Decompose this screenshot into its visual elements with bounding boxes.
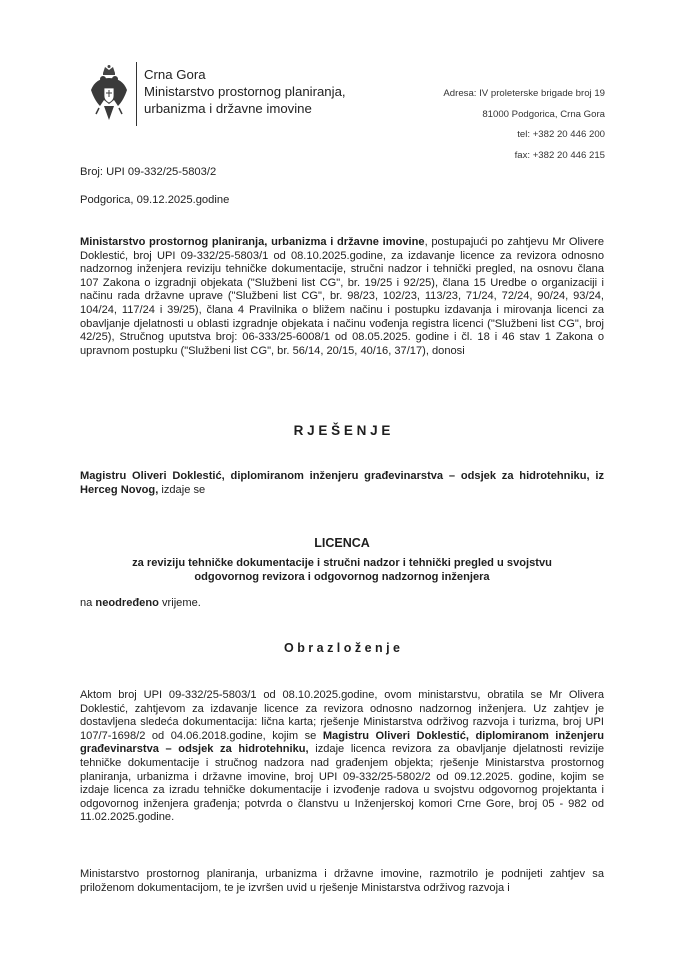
reasoning-p1-end: izdaje licenca revizora za obavljanje djelatnosti revizije tehničke dokumentacije i stručnog nadzora nad građenjem objekta; rješenje Ministarstva prostornog planiranja, urbanizma i državne imovine, broj UPI 09-332/25-5802/2 od 09.12.2025. godine, kojim se izdaje licenca za izradu tehničke dokumentacije i izvođenje radova u svojstvu odgovornog projektanta i odgovornog inženjera građenja; potvrda o članstvu u Inženjerskoj komori Crne Gore, broj 05 - 982 od 11.02.2025.godine. bbox=[80, 743, 605, 824]
contact-block bbox=[443, 84, 605, 166]
ministry-bold: Ministarstvo prostornog planiranja, urbanizma i državne imovine bbox=[80, 236, 425, 248]
licence-title: LICENCA bbox=[314, 536, 370, 550]
document-place-date: Podgorica, 09.12.2025.godine bbox=[80, 194, 230, 206]
licence-description: za reviziju tehničke dokumentacije i stručni nadzor i tehnički pregled u svojstvu odgovornog revizora i odgovornog nadzornog inženjera bbox=[132, 557, 552, 583]
decision-title: R J E Š E N J E bbox=[293, 423, 391, 438]
term-bold: neodređeno bbox=[95, 597, 159, 609]
fax-line: fax: +382 20 446 215 bbox=[514, 149, 605, 161]
term-suffix: vrijeme. bbox=[158, 597, 201, 609]
ministry-name-line1: Ministarstvo prostornog planiranja, bbox=[144, 84, 346, 99]
recipient-paragraph bbox=[80, 470, 604, 497]
intro-paragraph bbox=[80, 236, 604, 358]
licence-term bbox=[80, 597, 604, 611]
reasoning-paragraph-2: Ministarstvo prostornog planiranja, urbanizma i državne imovine, razmotrilo je podnijeti zahtjev sa priloženom dokumentacijom, te je izvršen uvid u rješenje Ministarstva održivog razvoja i bbox=[80, 868, 604, 894]
country-name: Crna Gora bbox=[144, 67, 206, 82]
coat-of-arms-icon bbox=[90, 64, 128, 122]
reasoning-title: O b r a z l o ž e n j e bbox=[284, 641, 400, 655]
city-line: 81000 Podgorica, Crna Gora bbox=[482, 108, 605, 120]
reasoning-paragraph-1 bbox=[80, 689, 604, 825]
ministry-header bbox=[144, 66, 346, 117]
term-prefix: na bbox=[80, 597, 96, 609]
header-divider bbox=[136, 62, 137, 126]
recipient-rest: izdaje se bbox=[158, 483, 206, 496]
phone-line: tel: +382 20 446 200 bbox=[517, 129, 605, 140]
reasoning-p1-start: Aktom broj UPI 09-332/25-5803/1 od 08.10.2025.godine, ovom ministarstvu, obratila se Mr Olivera Doklestić, zahtjevom za izdavanje licence za revizora odnosno nadzornog inženjera. Uz zahtjev je dostavljena sledeća dokumentacija: lična karta; rješenje Ministarstva održivog razvoja i turizma, broj UPI 107/7-1698/2 od 04.06.2018.godine, kojim se bbox=[80, 689, 604, 742]
intro-text: , postupajući po zahtjevu Mr Olivere Doklestić, broj UPI 09-332/25-5803/1 od 08.10.2025.godine, za izdavanje licence za revizora odnosno nadzornog inženjera reviziju tehničke dokumentacije, stručni nadzor i tehnički pregled, na osnovu člana 107 Zakona o izgradnji objekata ("Službeni list CG", br. 19/25 i 92/25), člana 15 Uredbe o organizaciji i načinu rada državne uprave ("Službeni list CG", br. 98/23, 102/23, 113/23, 71/24, 72/24, 90/24, 93/24, 104/24, 117/24 i 39/25), člana 4 Pravilnika o bližem načinu i postupku izdavanja i mirovanja licenci za obavljanje djelatnosti u oblasti izgradnje objekata i načinu vođenja registra licenci ("Službeni list CG", broj 42/25), Stručnog uputstva broj: 06-333/25-6008/1 od 08.05.2025. godine i čl. 18 i 46 stav 1 Zakona o upravnom postupku ("Službeni list CG", br. 56/14, 20/15, 40/16, 37/17), donosi bbox=[80, 236, 604, 357]
address-line: Adresa: IV proleterske brigade broj 19 bbox=[443, 88, 605, 99]
document-number: Broj: UPI 09-332/25-5803/2 bbox=[80, 166, 217, 178]
recipient-bold: Magistru Oliveri Doklestić, diplomiranom inženjeru građevinarstva – odsjek za hidrotehniku, iz Herceg Novog, bbox=[80, 470, 604, 496]
reasoning-p1-bold: Magistru Oliveri Doklestić, diplomiranom inženjeru građevinarstva – odsjek za hidrotehniku, bbox=[80, 729, 604, 756]
ministry-name-line2: urbanizma i državne imovine bbox=[144, 101, 312, 116]
